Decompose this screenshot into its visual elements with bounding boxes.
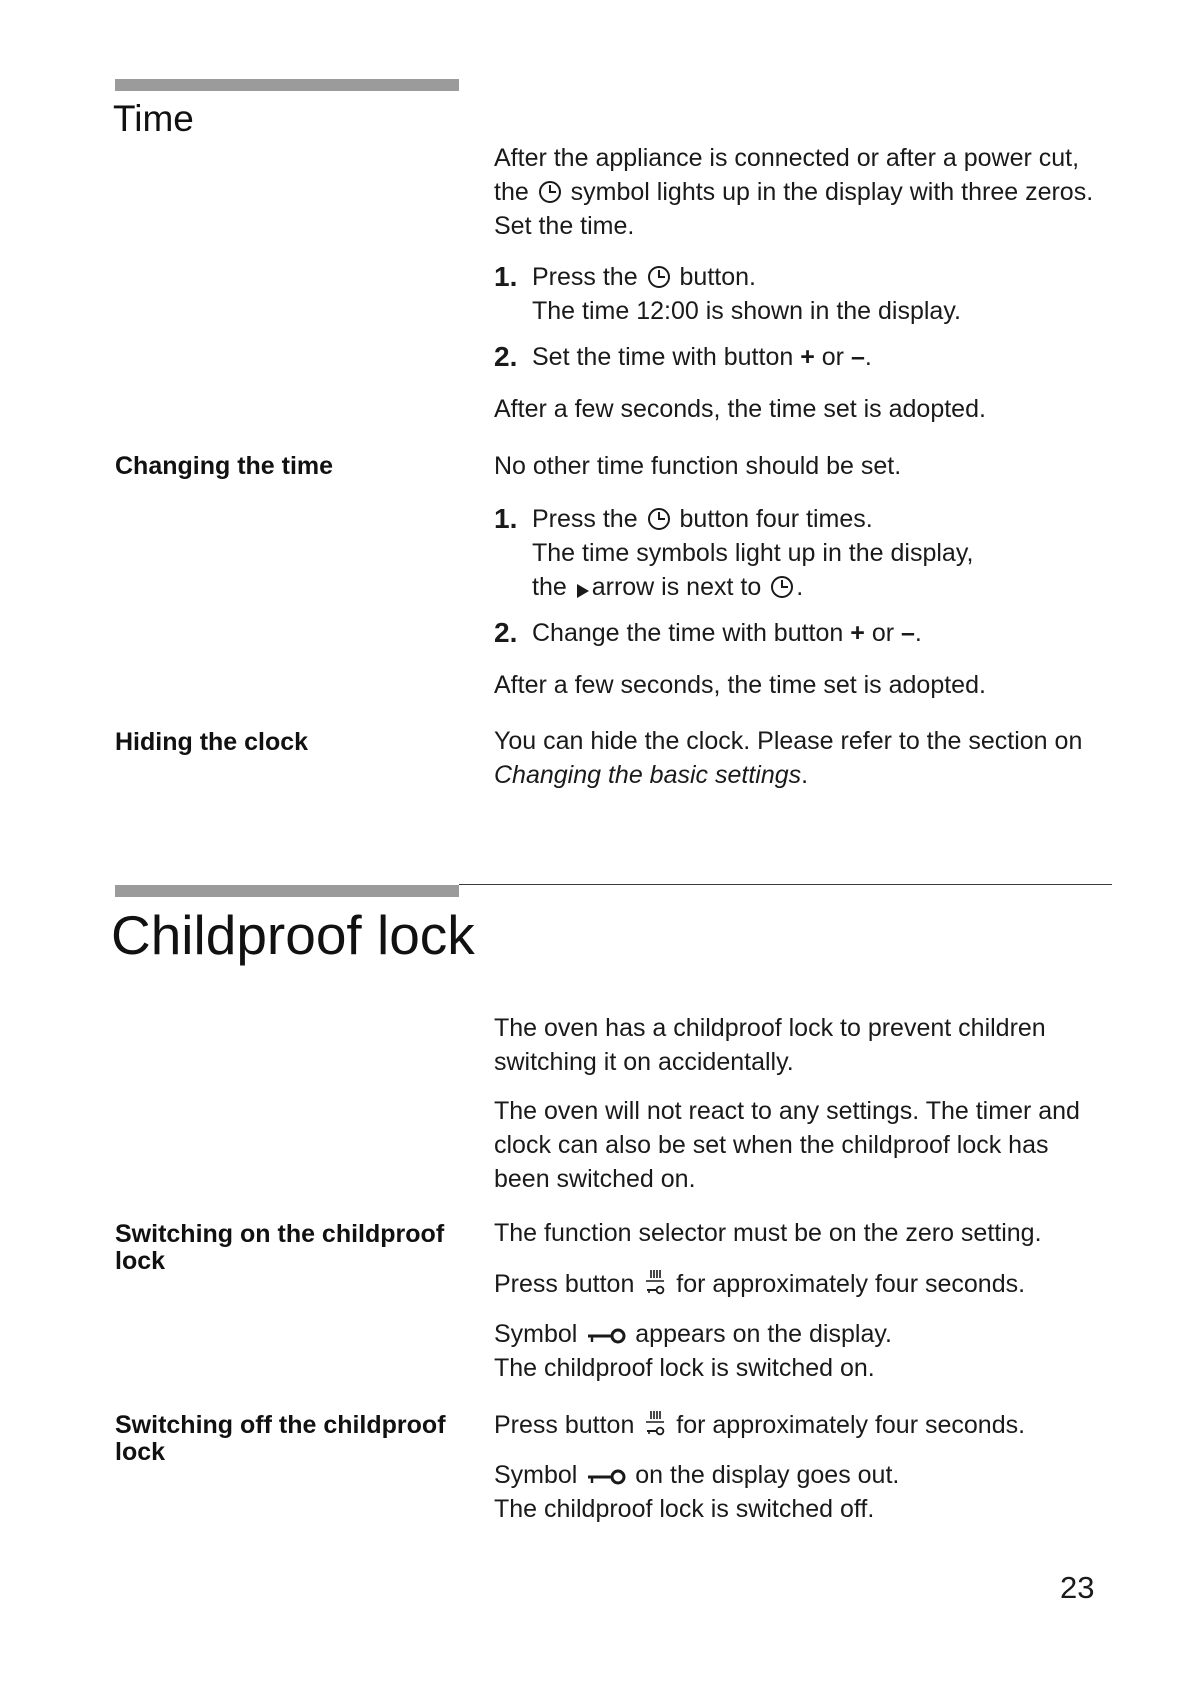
on-p2: Press button for approximately four seconds. — [494, 1270, 1026, 1298]
childproof-button-icon — [643, 1409, 667, 1437]
time-intro: After the appliance is connected or after a power cut, the symbol lights up in the display with three zeros. Set the time. — [494, 144, 1094, 240]
label-switching-on: Switching on the childproof lock — [115, 1220, 445, 1275]
plus-symbol: + — [800, 343, 815, 371]
childproof-button-icon — [643, 1268, 667, 1296]
ref-changing-basic-settings: Changing the basic settings — [494, 761, 802, 789]
heading-time: Time — [113, 98, 194, 139]
clock-icon — [647, 265, 671, 289]
clock-icon — [647, 507, 671, 531]
section-bar-time — [115, 79, 459, 91]
arrow-right-icon — [576, 583, 590, 599]
divider-line — [459, 884, 1112, 885]
clock-icon — [770, 575, 794, 599]
on-p1: The function selector must be on the zero setting. — [494, 1219, 1042, 1247]
plus-symbol: + — [850, 619, 865, 647]
key-lock-icon — [586, 1467, 626, 1487]
label-changing-time: Changing the time — [115, 452, 334, 480]
minus-symbol: – — [850, 343, 865, 371]
changing-intro: No other time function should be set. — [494, 452, 902, 480]
label-switching-off: Switching off the childproof lock — [115, 1411, 446, 1466]
key-lock-icon — [586, 1326, 626, 1346]
on-p3: Symbol appears on the display. The childproof lock is switched on. — [494, 1320, 892, 1382]
hiding-text: You can hide the clock. Please refer to the section on Changing the basic settings. — [494, 727, 1083, 789]
section-bar-childproof — [115, 885, 459, 897]
changing-adopted: After a few seconds, the time set is adopted. — [494, 671, 986, 699]
label-hiding-clock: Hiding the clock — [115, 728, 309, 756]
heading-childproof-lock: Childproof lock — [111, 904, 475, 966]
minus-symbol: – — [901, 619, 915, 647]
childproof-p2: The oven will not react to any settings. The timer and clock can also be set when the childproof lock has been switched on. — [494, 1097, 1080, 1193]
page-number: 23 — [1060, 1570, 1095, 1605]
childproof-p1: The oven has a childproof lock to prevent children switching it on accidentally. — [494, 1014, 1046, 1076]
time-adopted: After a few seconds, the time set is adopted. — [494, 395, 986, 423]
clock-icon — [538, 180, 562, 204]
off-p2: Symbol on the display goes out. The childproof lock is switched off. — [494, 1461, 900, 1523]
off-p1: Press button for approximately four seconds. — [494, 1411, 1026, 1439]
